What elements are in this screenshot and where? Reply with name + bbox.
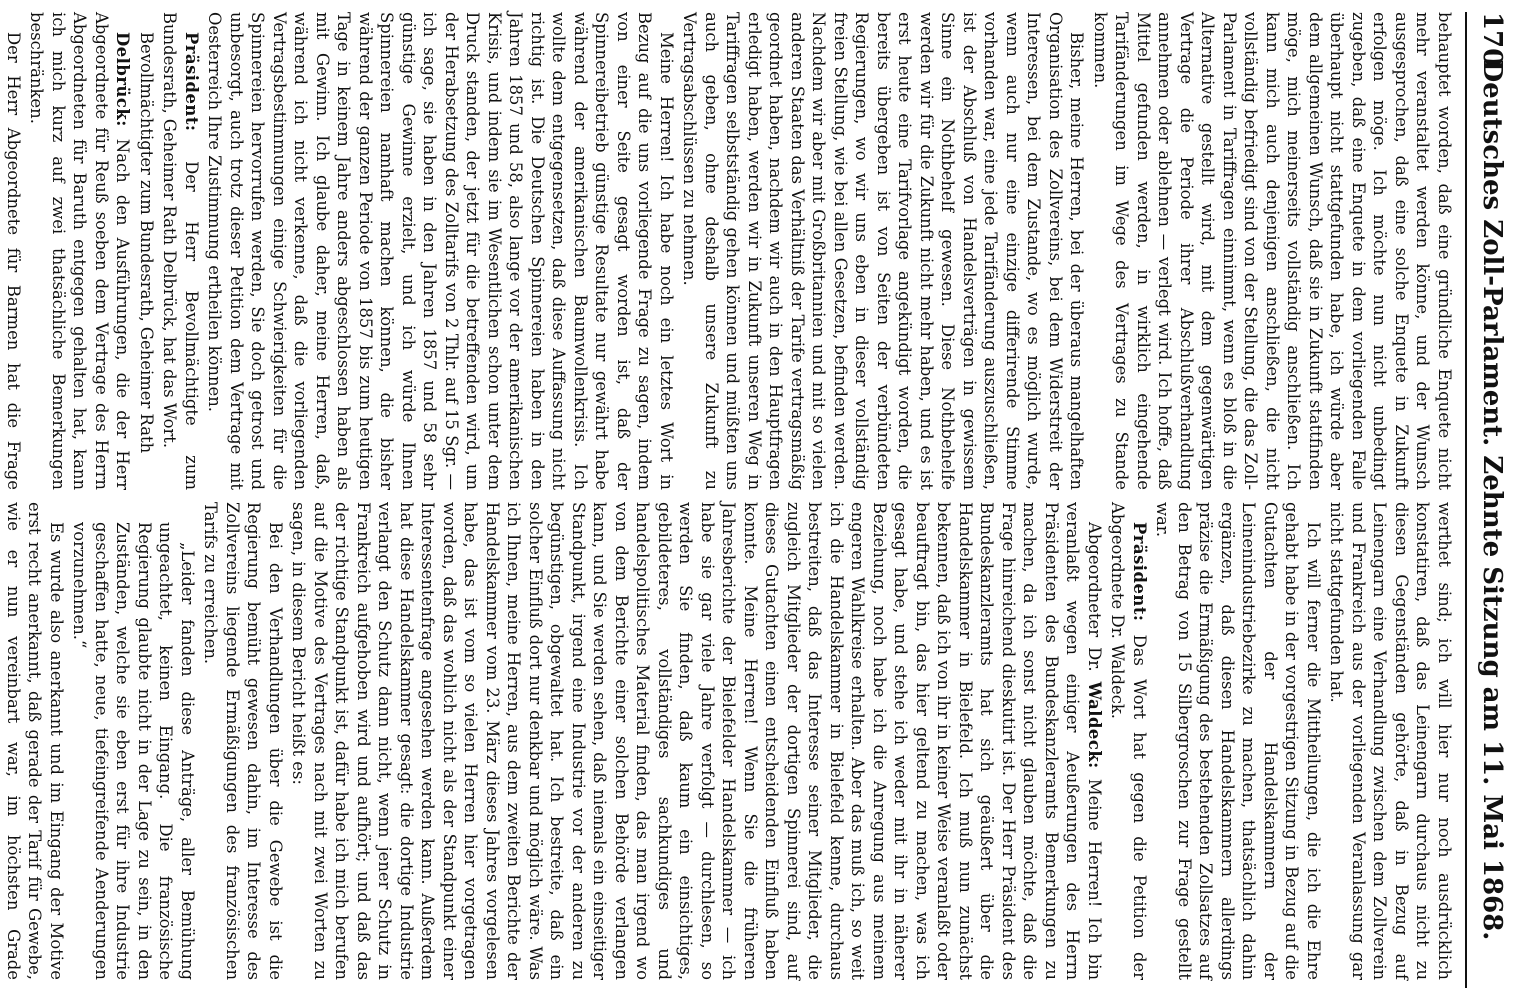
speech-text: Das Wort hat gegen die Petition der Abgeordnete Dr. Waldeck. xyxy=(1108,502,1149,981)
paragraph: Ich will ferner die Mittheilungen, die ich die Ehre gehabt habe in der vorgestrigen Sitzung in Bezug auf die Gutachten der Handelskammern der Leinenindustriebezirke zu machen, thatsächlich dahin ergänzen, daß diesen Handelskammern allerdings präzise die Ermäßigung des bestehenden Zollsatzes auf den Betrag von 15 Silbergroschen zur Frage gestellt war. xyxy=(1153,502,1323,980)
paragraph: behauptet worden, daß eine gründliche Enquete nicht mehr veranstaltet werden könne, und der Wunsch ausgesprochen, daß eine solche Enquete in Zukunft erfolgen möge. Ich möchte nun nicht unbedingt zugeben, daß eine Enquete in dem vorliegenden Falle überhaupt nicht stattgefunden habe, ich würde aber dem allgemeinen Wunsch, daß sie in Zukunft stattfinden möge, mich meinerseits vollständig anschließen. Ich kann mich auch denjenigen anschließen, die nicht vollständig befriedigt sind von der Stellung, die das Zoll-Parlament in Tariffragen einnimmt, wenn es bloß in die Alternative gestellt wird, mit dem gegenwärtigen Vertrage die Periode ihrer Abschlußverhandlung annehmen oder ablehnen — verlegt wird. Ich hoffe, daß Mittel gefunden werden, in wirklich eingehende Tarifänderungen im Wege des Vertrages zu Stande kommen. xyxy=(1091,12,1454,490)
paragraph: Der Herr Abgeordnete für Barmen hat die Frage xyxy=(4,32,23,490)
paragraph: Bei den Verhandlungen über die Gewebe ist die Regierung bemüht gewesen dahin, im Interesse des Zollvereins liegende Ermäßigungen des französischen Tarifs zu erreichen. xyxy=(201,502,285,980)
quotation: „Leider fanden diese Anträge, aller Bemühung ungeachtet, keinen Eingang. Die französische Regierung glaubte nicht in der Lage zu sein, in den Zuständen, welche sie eben erst für ihre Industrie geschaffen hatte, neue, tiefeingreifende Aenderungen vorzunehmen.“ xyxy=(70,522,197,980)
paragraph: Bisher, meine Herren, bei der überaus mangelhaften Organisation des Zollvereins, bei dem Widerstreit der Interessen, bei dem Zustande, wo es möglich wurde, wenn auch nur eine einzige differirende Stimme vorhanden war, eine jede Tarifänderung auszuschließen, ist der Abschluß von Handelsverträgen in gewissem Sinne ein Nothbehelf gewesen. Diese Nothbehelfe werden wir für die Zukunft nicht mehr haben, und es ist erst heute eine Tarifvorlage angekündigt worden, die bereits übergeben ist von Seiten der verbündeten Regierungen, wo wir uns eben in dieser vollständig freien Stellung, wie bei allen Gesetzen, befinden werden. Nachdem wir aber mit Großbritannien und mit so vielen anderen Staaten das Verhältniß der Tarife vertragsmäßig geordnet haben, nachdem wir auch in den Hauptfragen erledigt haben, werden wir in Zukunft unseren Weg in Tariffragen selbstständig gehen können und müßten uns auch geben, ohne deshalb unsere Zukunft zu Vertragsabschlüssen zu nehmen. xyxy=(680,12,1087,490)
page-number: 170 xyxy=(1477,12,1507,67)
running-title: Deutsches Zoll-Parlament. Zehnte Sitzung am 11. Mai 1868. xyxy=(1477,59,1507,941)
speech-text: Der Herr Bevollmächtigte zum Bundesrath, Geheimer Rath Delbrück, hat das Wort. xyxy=(160,12,201,490)
right-column xyxy=(4,502,1455,981)
footer xyxy=(262,8,282,988)
speech-intro: Abgeordneter Dr. xyxy=(1085,522,1104,672)
paragraph xyxy=(1107,502,1150,980)
paragraph xyxy=(26,12,134,490)
header-rule xyxy=(1465,12,1467,988)
speaker-name: Präsident: xyxy=(1130,522,1149,622)
left-column xyxy=(4,12,1455,490)
speaker-name: Delbrück: xyxy=(113,32,133,127)
paragraph: Es wurde also anerkannt und im Eingang der Motive erst recht anerkannt, daß gerade der Tarif für Gewebe, wie er nun vereinbart war, im höchsten Grade xyxy=(4,502,66,980)
paragraph: Meine Herren! Ich habe noch ein letztes Wort in Bezug auf die uns vorliegende Frage zu sagen, indem von einer Seite gesagt worden ist, daß der Spinnereibetrieb günstige Resultate nur gewährt habe während der amerikanischen Baumwollenkrisis. Ich wollte dem entgegensetzen, daß diese Auffassung nicht richtig ist. Die Deutschen Spinnereien haben in den Jahren 1857 und 58, also lange vor der amerikanischen Krisis, und indem sie im Wesentlichen schon unter dem Druck standen, der jetzt für die betreffenden wird, um der Herabsetzung des Zolltarifs von 2 Thlr. auf 15 Sgr. — ich sage, sie haben in den Jahren 1857 und 58 sehr günstige Gewinne erzielt, und ich würde Ihnen Spinnereien namhaft machen können, die bisher während der ganzen Periode von 1857 bis zum heutigen Tage in keinem Jahre anders abgeschlossen haben als mit Gewinn. Ich glaube daher, meine Herren, daß, während ich nicht verkenne, daß die vorliegenden Vertragsbestimmungen einige Schwierigkeiten für die Spinnereien hervorrufen werden, Sie doch getrost und unbesorgt, auch trotz dieser Petition dem Vertrage mit Oesterreich Ihre Zustimmung ertheilen können. xyxy=(205,12,676,490)
speech-text: Nach den Ausführungen, die der Herr Abgeordnete für Reuß soeben dem Vertrage des Herrn Abgeordneten für Baruth entgegen gehalten hat, kann ich mich kurz auf zwei thatsächliche Bemerkungen beschränken. xyxy=(27,12,133,490)
paragraph xyxy=(288,502,1105,980)
speaker-name: Präsident: xyxy=(182,32,201,132)
paragraph xyxy=(159,12,202,490)
speech-text: Meine Herren! Ich bin veranlaßt wegen einiger Aeußerungen des Herrn Präsidenten des Bundeskanzleramts Bemerkungen zu machen, da ich sonst nicht glauben möchte, daß die Frage hinreichend dieskutirt ist. Der Herr Präsident des Bundeskanzleramts hat sich geäußert über die Handelskammer in Bielefeld. Ich muß nun zunächst bekennen, daß ich von ihr in keiner Weise veranlaßt oder beauftragt bin, das hier geltend zu machen, was ich gesagt habe, und stehe ich weder mit ihr in näherer Beziehung, noch habe ich die Anregung aus meinem engeren Wahlkreise erhalten. Aber das muß ich, so weit ich die Handelskammer in Bielefeld kenne, durchaus bestreiten, daß das Interesse seiner Mitglieder, die zugleich Mitglieder der dortigen Spinnerei sind, auf dieses Gutachten einen entscheidenden Einfluß haben konnte. Meine Herren! Wenn Sie die früheren Jahresberichte der Bielefelder Handelskammer — ich habe sie gar viele Jahre verfolgt — durchlesen, so werden Sie finden, daß kaum ein einsichtiges, gebildeteres, vollständiges sachkundiges und handelspolitisches Material finden, das man irgend wo von dem Berichte einer solchen Behörde verlangen kann, und Sie werden sehen, daß niemals ein einseitiger Standpunkt, irgend eine Industrie vor der anderen zu begünstigen, obgewaltet hat. Ich bestreite, daß ein solcher Einfluß dort nur denkbar und möglich wäre. Was ich Ihnen, meine Herren, aus dem zweiten Berichte der Handelskammer vom 23. März dieses Jahres vorgelesen habe, das ist vom so vielen Herren hier vorgetragen worden, daß das wohlich nicht als der Standpunkt einer Interessentenfrage angesehen werden kann. Außerdem hat diese Handelskammer gesagt: die dortige Industrie verlangt den Schutz dann nicht, wenn jener Schutz in Frankreich aufgehoben wird und aufhört; und daß das der richtige Standpunkt ist, dafür habe ich mich berufen auf die Motive des Vertrages nach mit zwei Worten zu sagen, in diesem Bericht heißt es: xyxy=(289,502,1104,980)
paragraph: Bevollmächtigter zum Bundesrath, Geheimer Rath xyxy=(137,32,156,454)
paragraph: werthet sind; ich will hier nur noch ausdrücklich konstatiren, daß das Leinengarn durchaus nicht zu diesen Gegenständen gehörte, daß in Bezug auf Leinengarn eine Verhandlung zwischen dem Zollverein und Frankreich aus der vorliegenden Veranlassung gar nicht stattgefunden hat. xyxy=(1327,502,1454,980)
page-header xyxy=(1467,12,1507,988)
speaker-name: Waldeck: xyxy=(1085,681,1104,769)
text-columns xyxy=(4,12,1455,988)
